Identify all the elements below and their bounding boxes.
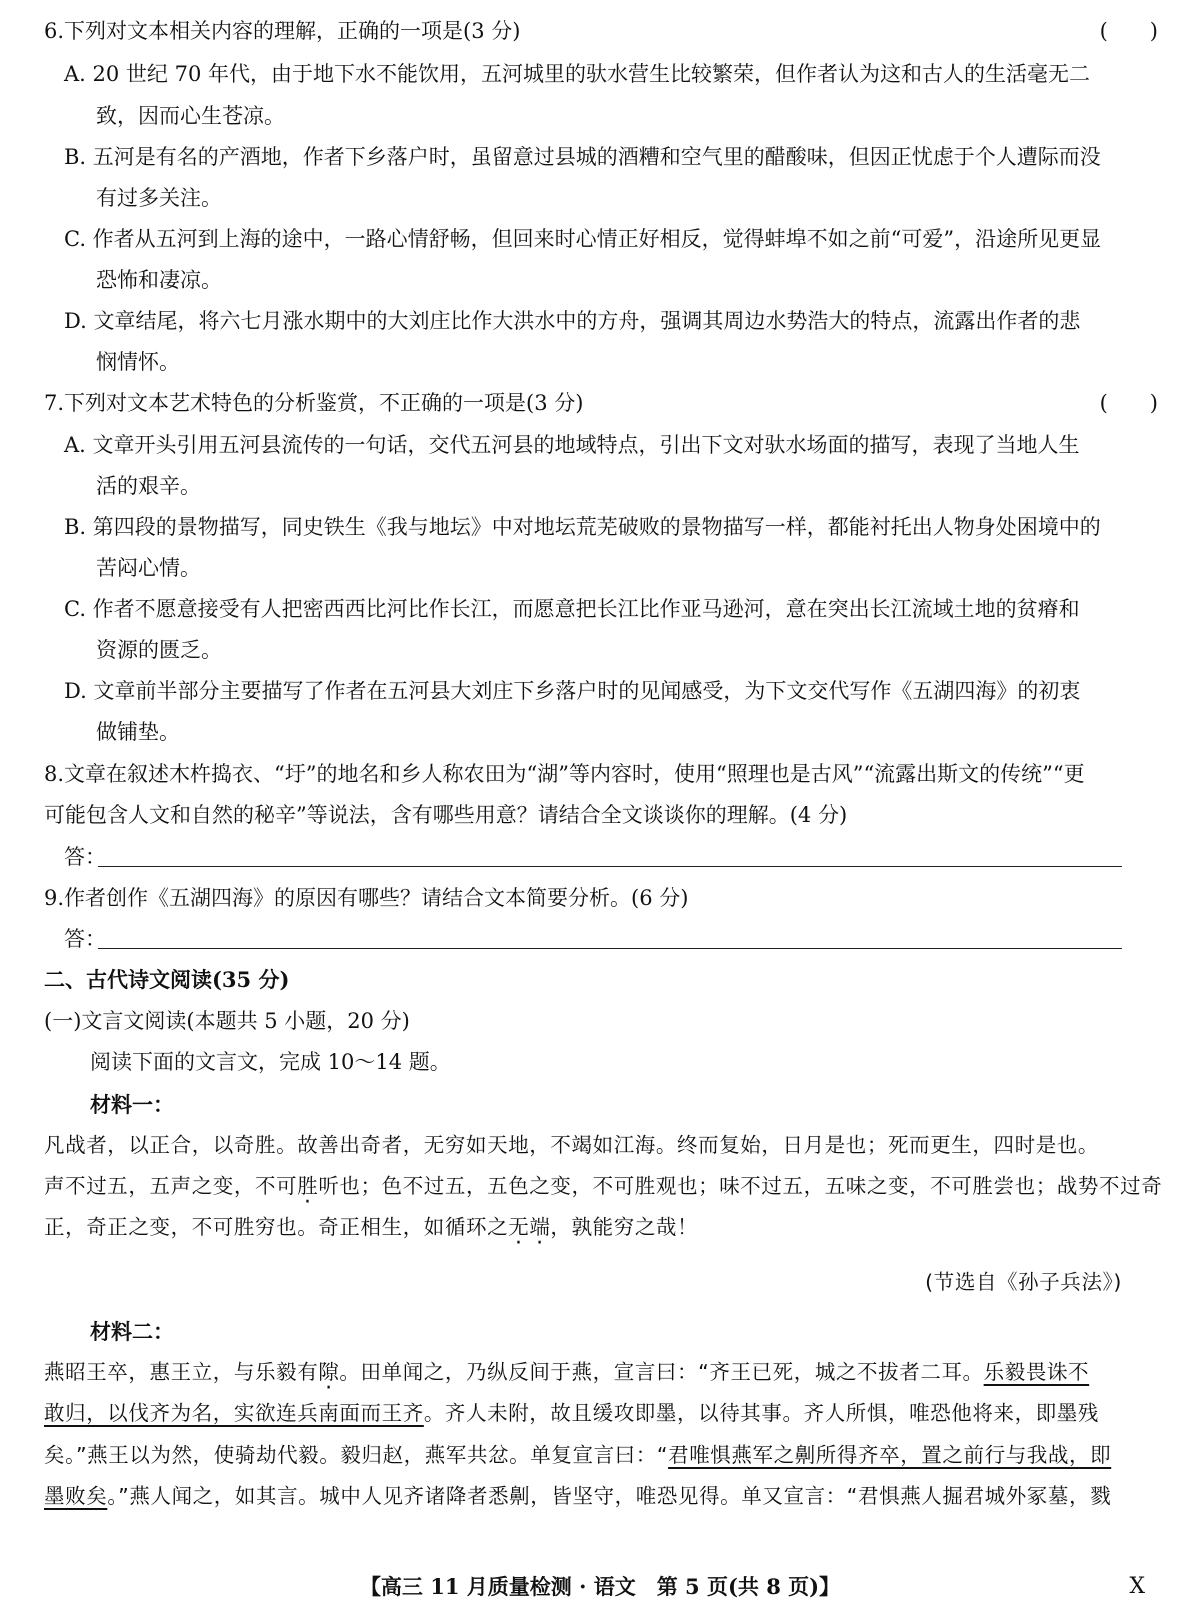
q6-stem: 6.下列对文本相关内容的理解，正确的一项是(3 分): [44, 19, 521, 43]
q9-answer-label: 答：: [64, 927, 106, 951]
underlined-sentence: 乐毅畏诛不: [983, 1360, 1090, 1384]
q7-option-c-line1: C. 作者不愿意接受有人把密西西比河比作长江，而愿意把长江比作亚马逊河，意在突出长江流域土地的贫瘠和: [64, 597, 1080, 621]
material2-line1: 燕昭王卒，惠王立，与乐毅有隙。田单闻之，乃纵反间于燕，宣言曰：“齐王已死，城之不拔者二耳。乐毅畏诛不: [44, 1360, 1090, 1384]
q8-answer-label: 答：: [64, 845, 106, 869]
material1-line3: 正，奇正之变，不可胜穷也。奇正相生，如循环之无端，孰能穷之哉！: [44, 1215, 699, 1239]
q7-stem: 7.下列对文本艺术特色的分析鉴赏，不正确的一项是(3 分): [44, 391, 584, 415]
q7-option-b-line2: 苦闷心情。: [96, 556, 201, 580]
footer-version-mark: X: [1129, 1574, 1145, 1599]
material1-label: 材料一：: [90, 1092, 174, 1117]
q7-option-c-line2: 资源的匮乏。: [96, 638, 222, 662]
q6-answer-bracket: ( ): [1099, 19, 1158, 43]
section-title: 二、古代诗文阅读(35 分): [44, 967, 290, 992]
material2-label: 材料二：: [90, 1319, 174, 1344]
q8-stem-line1: 8.文章在叙述木杵捣衣、“圩”的地名和乡人称农田为“湖”等内容时，使用“照理也是古风”“流露出斯文的传统”“更: [44, 762, 1085, 786]
q7-option-a-line1: A. 文章开头引用五河县流传的一句话，交代五河县的地域特点，引出下文对驮水场面的描写，表现了当地人生: [64, 433, 1080, 457]
material1-line1: 凡战者，以正合，以奇胜。故善出奇者，无穷如天地，不竭如江海。终而复始，日月是也；死而更生，四时是也。: [44, 1133, 1099, 1157]
q8-answer-line[interactable]: [98, 866, 1122, 867]
q6-option-b-line1: B. 五河是有名的产酒地，作者下乡落户时，虽留意过县城的酒糟和空气里的醋酸味，但因正忧虑于个人遭际而没: [64, 145, 1101, 169]
q7-option-a-line2: 活的艰辛。: [96, 474, 201, 498]
reading-instruction: 阅读下面的文言文，完成 10～14 题。: [90, 1050, 451, 1074]
q9-stem: 9.作者创作《五湖四海》的原因有哪些？请结合文本简要分析。(6 分): [44, 886, 689, 910]
material2-line3: 矣。”燕王以为然，使骑劫代毅。毅归赵，燕军共忿。单复宣言曰：“君唯惧燕军之劓所得齐卒，置之前行与我战，即: [44, 1443, 1112, 1467]
q8-stem-line2: 可能包含人文和自然的秘辛”等说法，含有哪些用意？请结合全文谈谈你的理解。(4 分): [44, 803, 848, 827]
material2-line4: 墨败矣。”燕人闻之，如其言。城中人见齐诸降者悉劓，皆坚守，唯恐见得。单又宣言：“君惧燕人掘君城外冢墓，戮: [44, 1484, 1112, 1508]
emphasis-dot-char: 隙: [318, 1360, 340, 1384]
subsection-title: (一)文言文阅读(本题共 5 小题，20 分): [44, 1009, 410, 1033]
emphasis-dot-char: 端: [529, 1215, 551, 1239]
material1-line2: 声不过五，五声之变，不可胜听也；色不过五，五色之变，不可胜观也；味不过五，五味之变，不可胜尝也；战势不过奇: [44, 1174, 1163, 1198]
q6-option-a-line1: A. 20 世纪 70 年代，由于地下水不能饮用，五河城里的驮水营生比较繁荣，但作者认为这和古人的生活毫无二: [64, 62, 1090, 86]
q6-option-b-line2: 有过多关注。: [96, 186, 222, 210]
q6-option-d-line2: 悯情怀。: [96, 350, 180, 374]
q9-answer-line[interactable]: [98, 948, 1122, 949]
q6-option-c-line1: C. 作者从五河到上海的途中，一路心情舒畅，但回来时心情正好相反，觉得蚌埠不如之前“可爱”，沿途所见更显: [64, 227, 1102, 251]
emphasis-dot-char: 胜: [297, 1174, 319, 1198]
q6-option-d-line1: D. 文章结尾，将六七月涨水期中的大刘庄比作大洪水中的方舟，强调其周边水势浩大的特点，流露出作者的悲: [64, 309, 1081, 333]
underlined-sentence: 君唯惧燕军之劓所得齐卒，置之前行与我战，即: [668, 1443, 1112, 1467]
q7-answer-bracket: ( ): [1099, 391, 1158, 415]
underlined-sentence: 墨败矣: [44, 1484, 108, 1508]
emphasis-dot-char: 无: [508, 1215, 530, 1239]
q7-option-d-line1: D. 文章前半部分主要描写了作者在五河县大刘庄下乡落户时的见闻感受，为下文交代写作《五湖四海》的初衷: [64, 679, 1081, 703]
q7-option-d-line2: 做铺垫。: [96, 720, 180, 744]
q7-option-b-line1: B. 第四段的景物描写，同史铁生《我与地坛》中对地坛荒芜破败的景物描写一样，都能衬托出人物身处困境中的: [64, 515, 1101, 539]
page-footer: 【高三 11 月质量检测 · 语文 第 5 页(共 8 页)】: [359, 1574, 841, 1599]
material1-source: (节选自《孙子兵法》): [925, 1270, 1122, 1294]
q6-option-a-line2: 致，因而心生苍凉。: [96, 104, 285, 128]
material2-line2: 敢归，以伐齐为名，实欲连兵南面而王齐。齐人未附，故且缓攻即墨，以待其事。齐人所惧，唯恐他将来，即墨残: [44, 1401, 1100, 1425]
q6-option-c-line2: 恐怖和凄凉。: [96, 268, 222, 292]
underlined-sentence: 敢归，以伐齐为名，实欲连兵南面而王齐: [44, 1401, 424, 1425]
